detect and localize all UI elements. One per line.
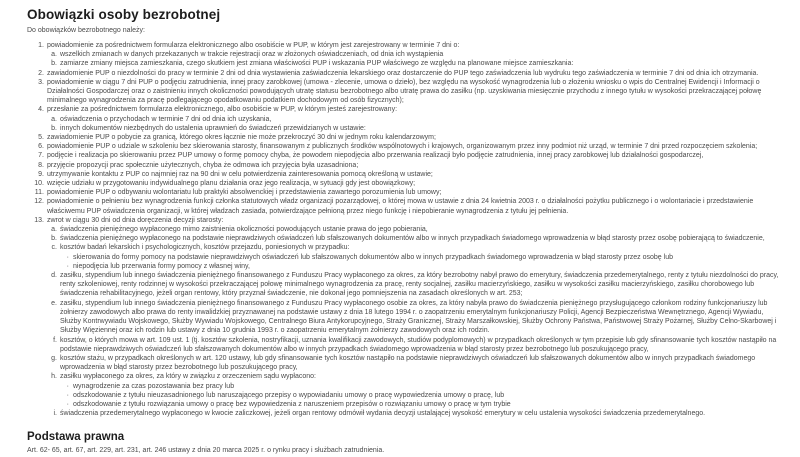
item-text: skierowania do formy pomocy na podstawie nieprawdziwych oświadczeń lub sfałszowanych dokumentów albo w innych przypadkach świadomego wprowadzenia w błąd starosty przez osobę lub [73,253,673,261]
item-marker: b. [51,60,57,68]
item-marker: 7. [38,152,44,160]
item-marker: · [66,262,69,270]
obligation-item [27,179,785,188]
item-marker: 3. [38,78,44,86]
item-text: zawiadomienie PUP o niezdolności do pracy w terminie 2 dni od dnia wystawienia zaświadczenia lekarskiego oraz dostarczenie do PUP tego zaświadczenia lub wydruku tego zaświadczenia w terminie 7 dni od dnia ich otrzymania. [47,69,759,77]
item-marker: a. [51,115,57,123]
item-marker: 8. [38,161,44,169]
item-marker: a. [51,51,57,59]
item-text: kosztów, o których mowa w art. 109 ust. 1 (tj. kosztów szkolenia, nostryfikacji, uznania kwalifikacji zawodowych, studiów podyplomowych) w przypadkach określonych w tym przepisie lub gdy sfinansowanie tych kosztów nastąpiło na podstawie nieprawdziwych oświadczeń lub sfałszowanych dokumentów albo w innych przypadkach świadomego wprowadzenia w błąd starosty przez bezrobotnego lub poszukującego pracy, [60,336,777,353]
legal-basis-section [27,431,784,454]
item-text: powiadomienie w ciągu 7 dni PUP o podjęciu zatrudnienia, innej pracy zarobkowej (umowa - zlecenie, umowa o dzieło), bez względu na wysokość wynagrodzenia lub o złożeniu wniosku o wpis do Centralnej Ewidencji i Informacji o Działalności Gospodarczej oraz o zaistnieniu innych okoliczności powodujących utratę statusu bezrobotnego albo utratę prawa do zasiłku (np. uzyskiwania miesięcznie przychodu z innego tytułu w wysokości przekraczającej połowę minimalnego wynagrodzenia za pracę podlegającego opodatkowaniu podatkiem dochodowym od osób fizycznych); [47,78,762,105]
obligation-item [27,41,785,50]
obligation-sub-item [27,234,785,243]
item-text: wynagrodzenie za czas pozostawania bez pracy lub [73,382,235,390]
intro-text: Do obowiązków bezrobotnego należy: [27,27,145,34]
obligation-item [27,78,785,106]
obligation-sub-item [27,354,785,372]
legal-basis-heading: Podstawa prawna [27,431,125,444]
item-text: przyjęcie propozycji prac społecznie użytecznych, chyba że odmowa ich przyjęcia była uzasadniona; [47,161,359,169]
item-text: świadczenia pieniężnego wypłaconego na podstawie nieprawdziwych oświadczeń lub sfałszowanych dokumentów albo w innych przypadkach świadomego wprowadzenia w błąd starosty przez osobę pobierającą to świadczenie, [60,235,765,243]
obligation-bullet-item [27,253,785,262]
item-marker: · [66,400,69,408]
item-text: powiadomienie PUP o odbywaniu wolontariatu lub praktyki absolwenckiej i przedstawienia zawartego porozumienia lub umowy; [47,189,442,197]
obligation-sub-item [27,59,785,68]
obligation-item [27,105,785,114]
item-text: podjęcie i realizacja po skierowaniu przez PUP umowy o formę pomocy chyba, że powodem niepodjęcia albo przerwania realizacji było podjęcie zatrudnienia, innej pracy zarobkowej lub działalności gospodarczej, [47,152,704,160]
item-marker: 12. [34,198,44,206]
item-text: niepodjęcia lub przerwania formy pomocy z własnej winy, [73,262,250,270]
item-marker: 11. [34,189,44,197]
item-text: kosztów badań lekarskich i psychologicznych, kosztów przejazdu, poniesionych w przypadku: [60,244,350,252]
item-marker: e. [51,299,57,307]
obligation-item [27,151,785,160]
item-text: zasiłku, stypendium lub innego świadczenia pieniężnego finansowanego z Funduszu Pracy wypłaconego za okres, za który bezrobotny nabył prawo do emerytury, świadczenia przedemerytalnego, renty z tytułu niezdolności do pracy, renty szkoleniowej, renty rodzinnej w wysokości przekraczającej połowę minimalnego wynagrodzenia za pracę, renty socjalnej, zasiłku macierzyńskiego, zasiłku w wysokości zasiłku macierzyńskiego, zasiłku chorobowego lub świadczenia rehabilitacyjnego, jeżeli organ rentowy, który przyznał świadczenie, nie dokonał jego pomniejszenia na zasadach określonych w art. 253; [60,272,779,298]
obligation-item [27,188,785,197]
obligation-sub-item [27,243,785,252]
item-marker: c. [51,244,57,252]
item-marker: d. [51,272,57,280]
obligation-sub-item [27,372,785,381]
item-marker: 4. [38,106,44,114]
item-text: przesłanie za pośrednictwem formularza elektronicznego, albo osobiście w PUP, w którym jesteś zarejestrowany: [47,106,398,114]
item-text: zwrot w ciągu 30 dni od dnia doręczenia decyzji starosty: [47,216,224,224]
item-marker: 2. [38,69,44,77]
item-text: powiadomienie za pośrednictwem formularza elektronicznego albo osobiście w PUP, w którym jest zarejestrowany w terminie 7 dni o: [47,42,460,49]
obligation-bullet-item [27,382,785,391]
item-text: powiadomienie o pełnieniu bez wynagrodzenia funkcji członka statutowych władz organizacji pozarządowej, o której mowa w ustawie z dnia 24 kwietnia 2003 r. o działalności pożytku publicznego i o wolontariacie i przedstawienie właściwemu PUP oświadczenia organizacji, w której władzach zasiada, potwierdzające pełnioną przez niego funkcję i niepobieranie wynagrodzenia z tytułu jej pełnienia. [47,198,754,215]
item-text: oświadczenia o przychodach w terminie 7 dni od dnia ich uzyskania, [60,115,272,123]
item-marker: 6. [38,143,44,151]
item-marker: i. [53,410,57,418]
item-marker: a. [51,226,57,234]
obligation-item [27,170,785,179]
obligation-sub-item [27,336,785,354]
item-marker: g. [51,354,57,362]
item-marker: 5. [38,134,44,142]
item-text: innych dokumentów niezbędnych do ustalenia uprawnień do świadczeń przewidzianych w ustawie: [60,124,366,132]
obligation-item [27,216,785,225]
obligation-sub-item [27,225,785,234]
item-text: odszkodowanie z tytułu rozwiązania umowy o pracę bez wypowiedzenia z naruszeniem przepisów o rozwiązaniu umowy o pracę w tym trybie [73,400,511,408]
item-text: świadczenia przedemerytalnego wypłaconego w kwocie zaliczkowej, jeżeli organ rentowy odmówił wydania decyzji ustalającej wysokość emerytury w celu ustalenia wysokości świadczenia przedemerytalnego. [60,410,706,418]
item-marker: 1. [38,42,44,49]
item-text: zasiłku wypłaconego za okres, za który w związku z orzeczeniem sądu wypłacono: [60,373,317,381]
item-marker: f. [53,336,57,344]
item-marker: · [66,391,69,399]
obligation-item [27,133,785,142]
item-text: utrzymywanie kontaktu z PUP co najmniej raz na 90 dni w celu potwierdzenia zainteresowania pomocą określoną w ustawie; [47,170,433,178]
page-title: Obowiązki osoby bezrobotnej [27,7,221,22]
item-text: wszelkich zmianach w danych przekazanych w trakcie rejestracji oraz w złożonych oświadczeniach, od dnia ich wystąpienia [60,51,444,59]
item-marker: 13. [34,216,44,224]
item-text: wzięcie udziału w przygotowaniu indywidualnego planu działania oraz jego realizacja, w sytuacji gdy jest obowiązkowy; [47,180,416,188]
item-text: powiadomienie PUP o udziale w szkoleniu bez skierowania starosty, finansowanym z publicznych środków wspólnotowych i krajowych, organizowanym przez inny podmiot niż urząd, w terminie 7 dni przed rozpoczęciem szkolenia; [47,143,758,151]
item-text: zawiadomienie PUP o pobycie za granicą, którego okres łącznie nie może przekroczyć 30 dni w jednym roku kalendarzowym; [47,134,436,142]
obligation-sub-item [27,124,785,133]
obligation-bullet-item [27,400,785,409]
obligation-item [27,142,785,151]
obligation-bullet-item [27,391,785,400]
item-text: odszkodowanie z tytułu nieuzasadnionego lub naruszającego przepisy o wypowiadaniu umowy o pracę wypowiedzenia umowy o pracę, lub [73,391,505,399]
item-marker: b. [51,235,57,243]
item-marker: h. [51,373,57,381]
item-text: kosztów stażu, w przypadkach określonych w art. 120 ustawy, lub gdy sfinansowanie tych kosztów nastąpiło na podstawie nieprawdziwych oświadczeń lub sfałszowanych dokumentów albo w innych przypadkach świadomego wprowadzenia w błąd starosty przez bezrobotnego lub poszukującego pracy, [60,354,756,372]
obligation-sub-item [27,299,785,336]
obligation-sub-item [27,115,785,124]
item-marker: 10. [34,180,44,188]
obligation-item [27,197,785,215]
obligation-sub-item [27,50,785,59]
obligation-sub-item [27,271,785,299]
item-text: zamiarze zmiany miejsca zamieszkania, czego skutkiem jest zmiana właściwości PUP i wskazania PUP właściwego ze względu na planowane miejsce zamieszkania: [60,60,574,68]
obligations-list [27,41,785,418]
item-marker: · [66,253,69,261]
obligation-bullet-item [27,262,785,271]
legal-basis-text: Art. 62- 65, art. 67, art. 229, art. 231, art. 246 ustawy z dnia 20 marca 2025 r. o rynku pracy i służbach zatrudnienia. [27,447,385,455]
item-marker: 9. [38,170,44,178]
item-marker: b. [51,124,57,132]
item-marker: · [66,382,69,390]
obligation-sub-item [27,409,785,418]
item-text: zasiłku, stypendium lub innego świadczenia pieniężnego finansowanego z Funduszu Pracy wypłaconego osobie za okres, za który nabyła prawo do świadczenia pieniężnego przysługującego członkom rodziny funkcjonariuszy lub żołnierzy zawodowych albo prawa do renty inwalidzkiej przyznawanej na podstawie ustawy z dnia 18 lutego 1994 r. o zaopatrzeniu emerytalnym funkcjonariuszy Policji, Agencji Bezpieczeństwa Wewnętrznego, Agencji Wywiadu, Służby Kontrwywiadu Wojskowego, Służby Wywiadu Wojskowego, Centralnego Biura Antykorupcyjnego, Straży Granicznej, Straży Marszałkowskiej, Służby Ochrony Państwa, Państwowej Straży Pożarnej, Służby Celno-Skarbowej i Służby Więziennej oraz ich rodzin lub ustawy z dnia 10 grudnia 1993 r. o zaopatrzeniu emerytalnym żołnierzy zawodowych oraz ich rodzin. [60,299,777,335]
obligation-item [27,161,785,170]
item-text: świadczenia pieniężnego wypłaconego mimo zaistnienia okoliczności powodujących ustanie prawa do jego pobierania, [60,226,428,234]
obligation-item [27,69,785,78]
